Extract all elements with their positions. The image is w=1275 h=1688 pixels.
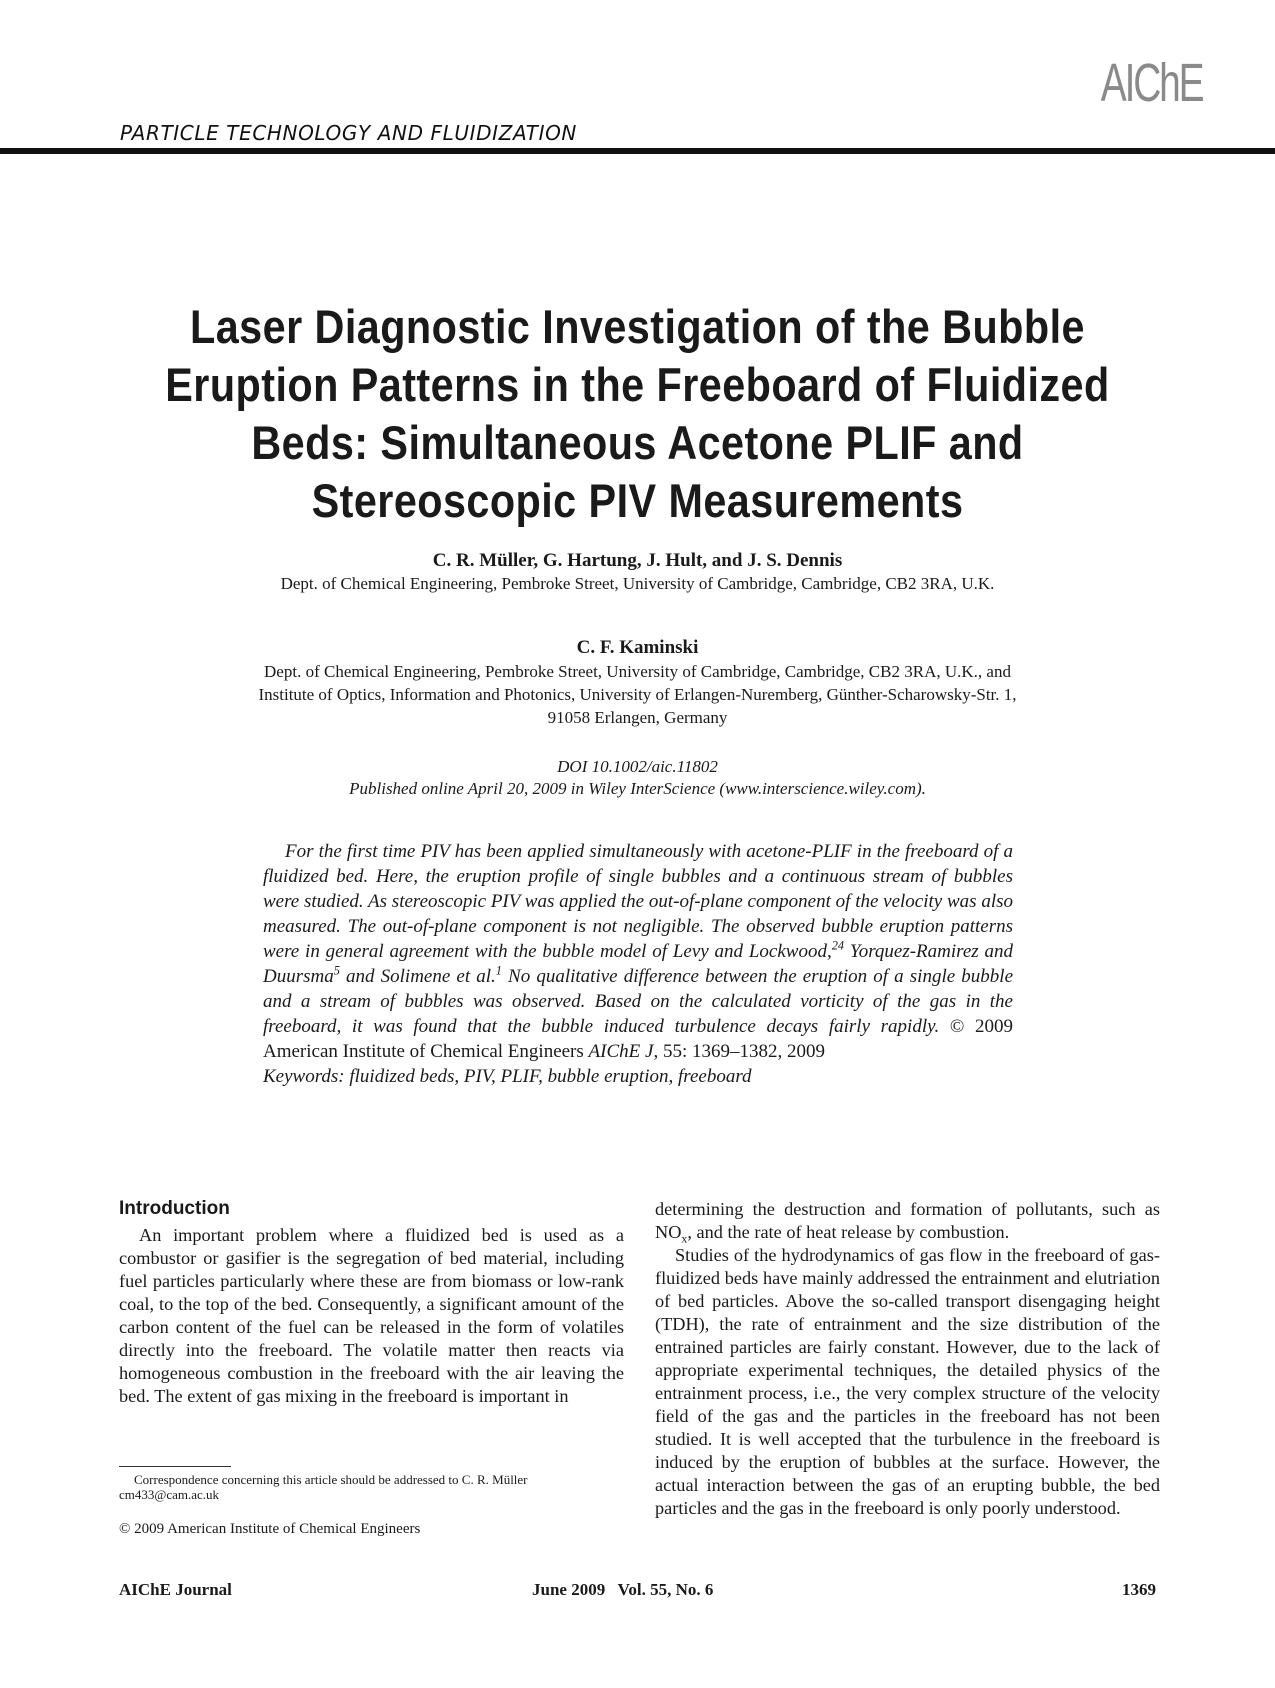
title-line: Stereoscopic PIV Measurements	[311, 474, 964, 527]
affiliation-1: Dept. of Chemical Engineering, Pembroke Street, University of Cambridge, Cambridge, CB2 3RA, U.K.	[280, 574, 995, 593]
citation-ref: 5	[333, 963, 340, 978]
journal-abbrev: AIChE J	[588, 1041, 654, 1062]
affiliation-2	[100, 660, 1175, 729]
affiliation-line: Institute of Optics, Information and Photonics, University of Erlangen-Nuremberg, Günther-Scharowsky-Str. 1,	[258, 685, 1017, 704]
section-label: PARTICLE TECHNOLOGY AND FLUIDIZATION	[120, 121, 577, 145]
page-number: 1369	[1122, 1580, 1156, 1599]
footnote-line: Correspondence concerning this article should be addressed to C. R. Müller	[134, 1472, 528, 1487]
article-title	[165, 298, 1111, 530]
doi: DOI 10.1002/aic.11802	[557, 757, 718, 776]
abstract-body	[263, 839, 1013, 1064]
abstract-text: No qualitative difference between the eruption of a single bubble and a stream of bubbles was observed. Based on the calculated vorticity of the gas in the freeboard, it was found that the bubble induced turbulence decays fairly rapidly.	[263, 966, 1014, 1037]
copyright-notice: © 2009 American Institute of Chemical Engineers	[119, 1521, 421, 1537]
abstract-text: and Solimene et al.	[339, 966, 496, 987]
body-paragraph: Studies of the hydrodynamics of gas flow in the freeboard of gas-fluidized beds have mainly addressed the entrainment and elutriation of bed particles. Above the so-called transport disengaging height (TDH), the rate of entrainment and the size distribution of the entrained particles are fairly constant. However, due to the lack of appropriate experimental techniques, the detailed physics of the entrainment process, i.e., the very complex structure of the velocity field of the gas and the particles in the freeboard has not been studied. It is well accepted that the turbulence in the freeboard is induced by the eruption of bubbles at the surface. However, the actual interaction between the gas of an erupting bubble, the bed particles and the gas in the freeboard is only poorly understood.	[655, 1245, 1160, 1518]
left-column	[119, 1197, 624, 1408]
title-line: Eruption Patterns in the Freeboard of Fluidized	[165, 358, 1110, 411]
footer-issue: June 2009 Vol. 55, No. 6	[532, 1580, 714, 1599]
footnote-email[interactable]: cm433@cam.ac.uk	[119, 1487, 220, 1502]
body-text: , and the rate of heat release by combustion.	[687, 1222, 1010, 1242]
correspondence-footnote	[119, 1472, 619, 1502]
title-line: Laser Diagnostic Investigation of the Bubble	[190, 300, 1085, 353]
abstract-copyright: © 2009 American Institute of Chemical Engineers	[263, 1016, 1014, 1062]
body-paragraph: An important problem where a fluidized bed is used as a combustor or gasifier is the segregation of bed material, including fuel particles particularly where these are from biomass or low-rank coal, to the top of the bed. Consequently, a significant amount of the carbon content of the fuel can be released in the form of volatiles directly into the freeboard. The volatile matter then reacts via homogeneous combustion in the freeboard with the air leaving the bed. The extent of gas mixing in the freeboard is important in	[119, 1225, 624, 1406]
keywords: Keywords: fluidized beds, PIV, PLIF, bubble eruption, freeboard	[263, 1066, 752, 1087]
abstract-text: Yorquez-Ramirez and Duursma	[263, 941, 1014, 987]
author-list-1: C. R. Müller, G. Hartung, J. Hult, and J. S. Dennis	[432, 550, 843, 571]
header-rule	[0, 148, 1275, 154]
footer-journal: AIChE Journal	[119, 1580, 232, 1599]
author-list-2: C. F. Kaminski	[576, 637, 699, 658]
citation-ref: 24	[831, 938, 845, 953]
subscript: x	[681, 1231, 688, 1246]
right-column	[655, 1198, 1160, 1520]
abstract	[263, 839, 1013, 1089]
affiliation-line: 91058 Erlangen, Germany	[547, 708, 728, 727]
abstract-citation: , 55: 1369–1382, 2009	[653, 1041, 825, 1062]
abstract-text: For the first time PIV has been applied simultaneously with acetone-PLIF in the freeboard of a fluidized bed. Here, the eruption profile of single bubbles and a continuous stream of bubbles were studied. As stereoscopic PIV was applied the out-of-plane component of the velocity was also measured. The out-of-plane component is not negligible. The observed bubble eruption patterns were in general agreement with the bubble model of Levy and Lockwood,	[263, 841, 1013, 962]
citation-ref: 1	[495, 963, 502, 978]
footnote-rule	[119, 1466, 231, 1467]
published-online: Published online April 20, 2009 in Wiley InterScience (www.interscience.wiley.com).	[349, 779, 926, 798]
aiche-logo: AIChE	[1100, 53, 1203, 113]
section-heading: Introduction	[119, 1198, 230, 1219]
affiliation-line: Dept. of Chemical Engineering, Pembroke Street, University of Cambridge, Cambridge, CB2 3RA, U.K., and	[264, 662, 1011, 681]
body-text: determining the destruction and formation of pollutants, such as NO	[655, 1199, 1160, 1242]
body-paragraph	[655, 1198, 1160, 1244]
title-line: Beds: Simultaneous Acetone PLIF and	[251, 416, 1024, 469]
